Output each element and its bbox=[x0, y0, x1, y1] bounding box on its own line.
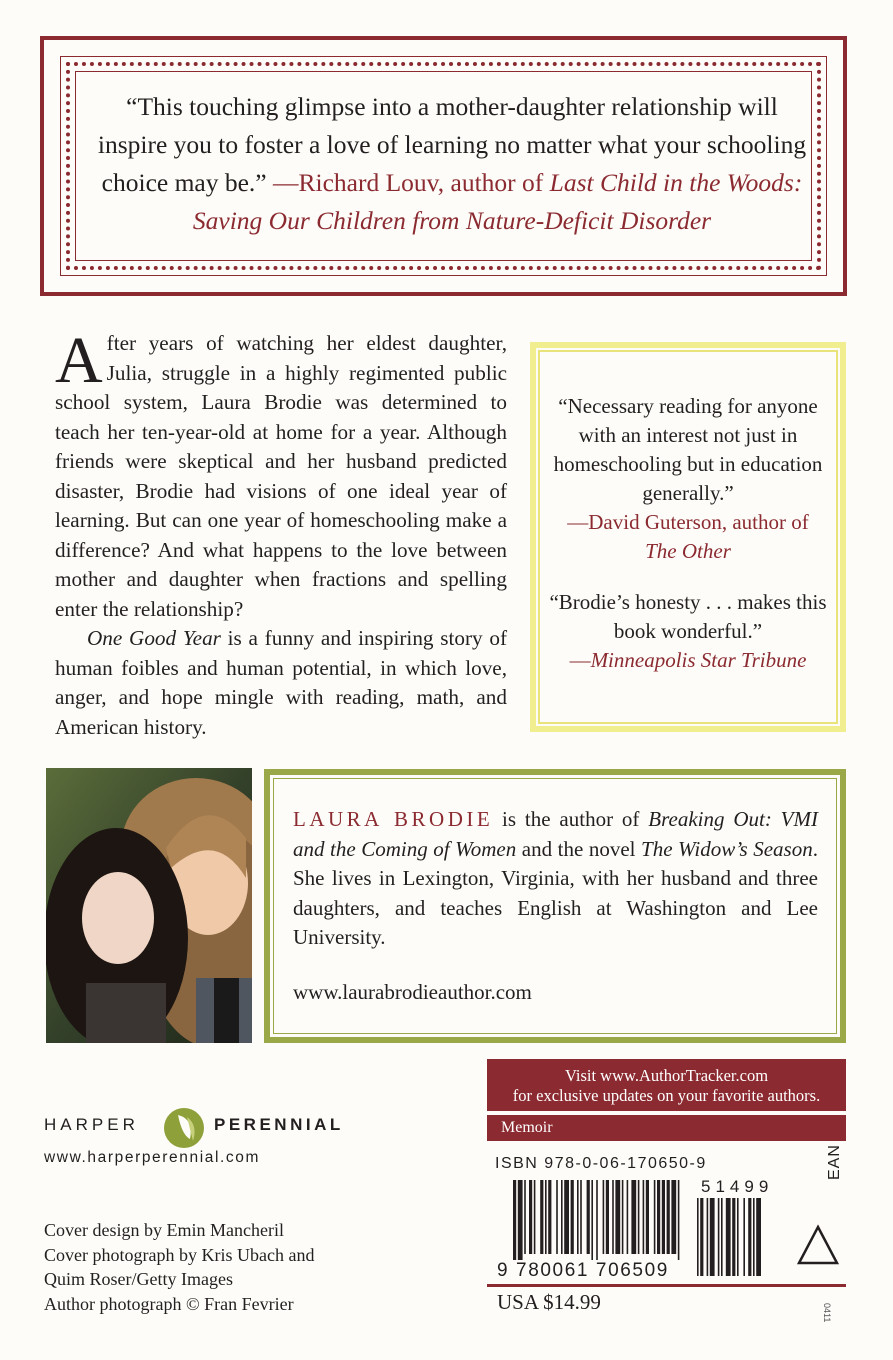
cover-credits bbox=[44, 1218, 314, 1316]
barcode-bar bbox=[646, 1180, 649, 1254]
barcode-bar bbox=[513, 1180, 516, 1260]
barcode-main-bars bbox=[513, 1180, 679, 1260]
barcode-addon-bar bbox=[737, 1198, 739, 1276]
author-name: LAURA BRODIE bbox=[293, 807, 494, 831]
barcode-bar bbox=[545, 1180, 547, 1254]
barcode-bar bbox=[556, 1180, 558, 1254]
barcode-bar bbox=[577, 1180, 579, 1254]
review-quote-1-attribution: —David Guterson, author of bbox=[567, 510, 809, 534]
top-quote-book-title: Last Child in the Woods: Saving Our Children from Nature-Deficit Disorder bbox=[192, 168, 803, 235]
price: USA $14.99 bbox=[497, 1290, 601, 1314]
barcode-bar bbox=[540, 1180, 543, 1254]
barcode-bar bbox=[667, 1180, 670, 1254]
credit-line: Quim Roser/Getty Images bbox=[44, 1269, 233, 1289]
barcode-bar bbox=[627, 1180, 629, 1254]
barcode-addon-bar bbox=[753, 1198, 755, 1276]
barcode-bar bbox=[622, 1180, 624, 1254]
blurb-text-1: fter years of watching her eldest daughter, Julia, struggle in a highly regimented public school system, Laura Brodie was determined to teach her ten-year-old at home for a year. Although friends were skeptical and her husband predicted disaster, Brodie had visions of one ideal year of learning. But can one year of homeschooling make a difference? And what happens to the love between mother and daughter when fractions and spelling enter the relationship? bbox=[55, 331, 507, 621]
barcode-bar bbox=[615, 1180, 620, 1254]
barcode-bar bbox=[662, 1180, 665, 1254]
barcode-bar bbox=[654, 1180, 656, 1254]
author-book-2: The Widow’s Season bbox=[641, 836, 813, 861]
top-quote bbox=[92, 88, 812, 240]
category-label: Memoir bbox=[487, 1115, 846, 1141]
blurb-text-2: is a funny and inspiring story of human foibles and human potential, in which love, anger, and hope mingle with reading, math, and American history. bbox=[55, 626, 507, 739]
review-quote-1 bbox=[544, 392, 832, 566]
author-bio-part-1: is the author of bbox=[493, 807, 649, 831]
barcode-addon-bar bbox=[707, 1198, 709, 1276]
barcode-addon-bar bbox=[718, 1198, 720, 1276]
barcode-bar bbox=[561, 1180, 563, 1254]
blurb-book-title: One Good Year bbox=[87, 626, 221, 650]
barcode-addon-bar bbox=[756, 1198, 761, 1276]
author-bio-part-2: and the novel bbox=[516, 836, 642, 861]
tracker-line-1: Visit www.AuthorTracker.com bbox=[564, 1066, 769, 1085]
price-divider bbox=[487, 1284, 846, 1287]
barcode-addon-digits: 51499 bbox=[701, 1177, 774, 1196]
barcode bbox=[495, 1176, 805, 1278]
barcode-digits: 9 780061 706509 bbox=[497, 1260, 669, 1278]
review-quote-1-title: The Other bbox=[645, 539, 731, 563]
barcode-bar bbox=[534, 1180, 536, 1254]
author-website-link[interactable]: www.laurabrodieauthor.com bbox=[293, 980, 532, 1004]
book-description bbox=[55, 324, 507, 742]
review-quote-2 bbox=[544, 588, 832, 675]
barcode-bar bbox=[596, 1180, 598, 1260]
credit-line: Author photograph © Fran Fevrier bbox=[44, 1293, 294, 1314]
barcode-addon-bar bbox=[732, 1198, 735, 1276]
barcode-bar bbox=[580, 1180, 582, 1254]
blurb-paragraph-2 bbox=[55, 624, 507, 742]
barcode-bar bbox=[671, 1180, 676, 1254]
barcode-addon-bar bbox=[743, 1198, 745, 1276]
barcode-bar bbox=[518, 1180, 523, 1260]
author-book-1: Breaking Out: VMI and the Coming of Women bbox=[293, 807, 818, 861]
print-code: 0411 bbox=[822, 1303, 832, 1323]
barcode-bar bbox=[548, 1180, 551, 1254]
barcode-bar bbox=[612, 1180, 614, 1254]
barcode-bar bbox=[643, 1180, 645, 1254]
barcode-bar bbox=[603, 1180, 605, 1254]
author-bio bbox=[293, 805, 818, 953]
top-quote-attribution: —Richard Louv, author of bbox=[273, 168, 550, 197]
publisher-logo bbox=[44, 1105, 389, 1145]
review-quotes bbox=[544, 392, 832, 675]
isbn-label: ISBN 978-0-06-170650-9 bbox=[495, 1155, 707, 1172]
barcode-bar bbox=[529, 1180, 532, 1254]
publisher-website-link[interactable]: www.harperperennial.com bbox=[44, 1149, 260, 1166]
barcode-bar bbox=[524, 1180, 526, 1254]
barcode-bar bbox=[638, 1180, 640, 1254]
drop-cap: A bbox=[55, 324, 103, 397]
publisher-harper: HARPER bbox=[44, 1115, 139, 1134]
barcode-addon-bar bbox=[710, 1198, 715, 1276]
review-quote-2-attribution: — bbox=[569, 648, 591, 672]
top-quote-text: “This touching glimpse into a mother-daughter relationship will inspire you to foster a love of learning no matter what your schooling choice may be.” bbox=[97, 92, 807, 197]
publisher-logo-icon bbox=[160, 1105, 210, 1151]
barcode-bar bbox=[591, 1180, 593, 1260]
author-tracker-banner bbox=[487, 1059, 846, 1111]
barcode-bar bbox=[571, 1180, 574, 1254]
barcode-bar bbox=[657, 1180, 660, 1254]
barcode-bar bbox=[564, 1180, 569, 1254]
barcode-addon-bar bbox=[697, 1198, 699, 1276]
barcode-bar bbox=[631, 1180, 636, 1254]
barcode-bar bbox=[678, 1180, 680, 1260]
publisher-perennial: PERENNIAL bbox=[214, 1115, 344, 1134]
author-bio-part-3: . She lives in Lexington, Virginia, with her husband and three daughters, and teaches English at Washington and Lee University. bbox=[293, 836, 818, 949]
credit-line: Cover photograph by Kris Ubach and bbox=[44, 1244, 315, 1265]
barcode-bar bbox=[587, 1180, 590, 1254]
blurb-paragraph-1 bbox=[55, 324, 507, 624]
barcode-bar bbox=[606, 1180, 609, 1254]
credit-line: Cover design by Emin Mancheril bbox=[44, 1220, 284, 1240]
author-photo-image bbox=[46, 768, 252, 1043]
ean-triangle-icon bbox=[796, 1224, 840, 1266]
ean-label: EAN bbox=[826, 1144, 843, 1180]
author-photo bbox=[46, 768, 252, 1043]
barcode-addon-bars bbox=[697, 1198, 761, 1276]
barcode-addon-bar bbox=[748, 1198, 751, 1276]
barcode-addon-bar bbox=[721, 1198, 723, 1276]
tracker-line-2: for exclusive updates on your favorite authors. bbox=[512, 1086, 821, 1105]
review-quote-2-title: Minneapolis Star Tribune bbox=[590, 648, 807, 672]
review-quote-2-text: “Brodie’s honesty . . . makes this book wonderful.” bbox=[549, 590, 827, 643]
barcode-addon-bar bbox=[700, 1198, 703, 1276]
barcode-addon-bar bbox=[726, 1198, 731, 1276]
review-quote-1-text: “Necessary reading for anyone with an interest not just in homeschooling but in education generally.” bbox=[553, 394, 823, 505]
